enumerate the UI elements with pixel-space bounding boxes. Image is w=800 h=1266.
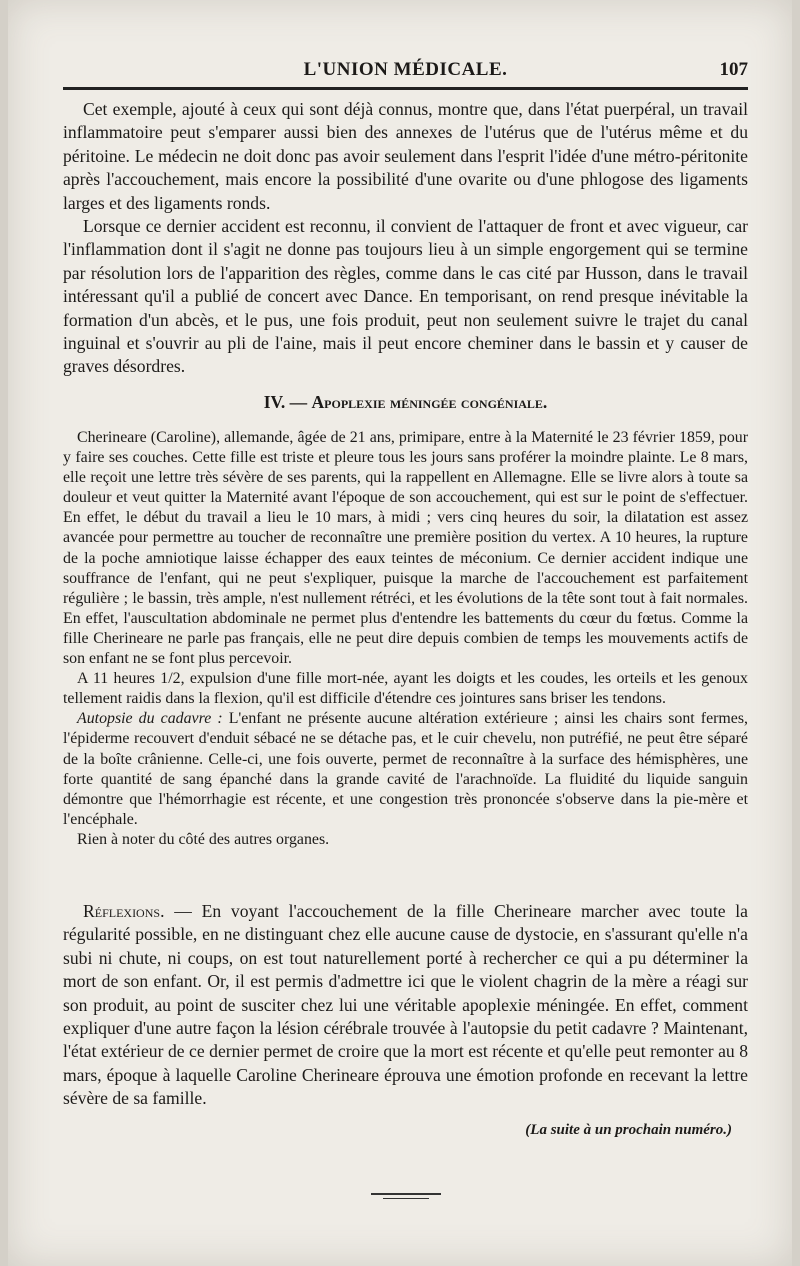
header-rule <box>63 87 748 90</box>
reflexions-text: — En voyant l'accouchement de la fille Cherineare marcher avec toute la régularité possible, en ne distinguant chez elle aucune cause de dystocie, en s'assurant qu'elle n'a subi ni chute, ni coups, on est tout naturellement porté à rechercher ce qui a pu déterminer la mort de son enfant. Or, il est permis d'admettre ici que le violent chagrin de la mère a réagi sur son produit, au point de susciter chez lui une véritable apoplexie méningée. En effet, comment expliquer d'une autre façon la lésion cérébrale trouvée à l'autopsie du petit cadavre ? Maintenant, l'état extérieur de ce dernier permet de croire que la mort est récente et qu'elle peut remonter au 8 mars, époque à laquelle Caroline Cherineare éprouva une émotion profonde en recevant la lettre sévère de sa famille. <box>63 901 748 1109</box>
running-title: L'UNION MÉDICALE. <box>303 59 508 80</box>
paragraph: A 11 heures 1/2, expulsion d'une fille mort-née, ayant les doigts et les coudes, les orteils et les genoux tellement raidis dans la flexion, qu'il est difficile d'étendre ces jointures sans briser les tendons. <box>63 670 748 708</box>
reflexions-label: Réflexions. <box>83 901 165 921</box>
reflexions-paragraph <box>63 900 748 1111</box>
paragraph: Cet exemple, ajouté à ceux qui sont déjà connus, montre que, dans l'état puerpéral, un travail inflammatoire peut s'emparer aussi bien des annexes de l'utérus que de l'utérus même et du péritoine. Le médecin ne doit donc pas avoir seulement dans l'esprit l'idée d'une métro-péritonite après l'accouchement, mais encore la possibilité d'une ovarite ou d'une phlogose des ligaments larges et des ligaments ronds. <box>63 99 748 213</box>
reflexions <box>63 900 748 1111</box>
paragraph: Rien à noter du côté des autres organes. <box>77 830 330 848</box>
page-number: 107 <box>719 59 748 80</box>
case-report <box>63 428 748 850</box>
section-number: IV. — <box>263 392 312 412</box>
section-title: Apoplexie méningée congéniale. <box>311 392 548 412</box>
continued-note: (La suite à un prochain numéro.) <box>525 1122 732 1138</box>
section-heading <box>63 392 748 413</box>
autopsy-paragraph <box>63 709 748 830</box>
paragraph: Lorsque ce dernier accident est reconnu, il convient de l'attaquer de front et avec vigueur, car l'inflammation dont il s'agit ne donne pas toujours lieu à un simple engorgement qui se termine par résolution lors de l'apparition des règles, comme dans le cas cité par Husson, dans le travail intéressant qu'il a publié de concert avec Dance. En temporisant, on rend presque inévitable la formation d'un abcès, et le pus, une fois produit, peut non seulement suivre le trajet du canal inguinal et s'ouvrir au pli de l'aine, mais il peut encore cheminer dans le bassin et y causer de graves désordres. <box>63 216 748 377</box>
page-header <box>63 55 748 85</box>
closing-ornament <box>371 1193 441 1203</box>
autopsy-text: L'enfant ne présente aucune altération extérieure ; ainsi les chairs sont fermes, l'épiderme recouvert d'enduit sébacé ne se détache pas, et le cuir chevelu, non putréfié, ne peut être séparé de la boîte crânienne. Celle-ci, une fois ouverte, permet de reconnaître à la surface des hémisphères, une forte quantité de sang épanché dans la grande cavité de l'arachnoïde. La fluidité du liquide sanguin démontre que l'hémorrhagie est récente, et une congestion très prononcée s'observe dans la pie-mère et l'encéphale. <box>63 710 748 828</box>
paragraph: Cherineare (Caroline), allemande, âgée de 21 ans, primipare, entre à la Maternité le 23 février 1859, pour y faire ses couches. Cette fille est triste et pleure tous les jours sans proférer la moindre plainte. Le 8 mars, elle reçoit une lettre très sévère de ses parents, qui la rappellent en Allemagne. Elle se livre alors à toute sa douleur et veut quitter la Maternité avant l'époque de son accouchement, qui est sur le point de s'effectuer. En effet, le début du travail a lieu le 10 mars, à midi ; vers cinq heures du soir, la dilatation est assez avancée pour permettre au toucher de reconnaître une première position du vertex. A 10 heures, la rupture de la poche amniotique laisse échapper des eaux teintes de méconium. Ce dernier accident indique une souffrance de l'enfant, qui ne peut s'expliquer, puisque la marche de l'accouchement est parfaitement régulière ; le bassin, très ample, n'est nullement rétréci, et les évolutions de la tête sont tout à fait normales. En effet, l'auscultation abdominale ne permet plus d'entendre les battements du cœur du fœtus. Comme la fille Cherineare ne parle pas français, elle ne peut dire depuis combien de temps les mouvements actifs de son enfant ne se font plus percevoir. <box>63 429 748 668</box>
page <box>8 0 792 1266</box>
autopsy-label: Autopsie du cadavre : <box>77 710 223 728</box>
opening-text <box>63 98 748 379</box>
